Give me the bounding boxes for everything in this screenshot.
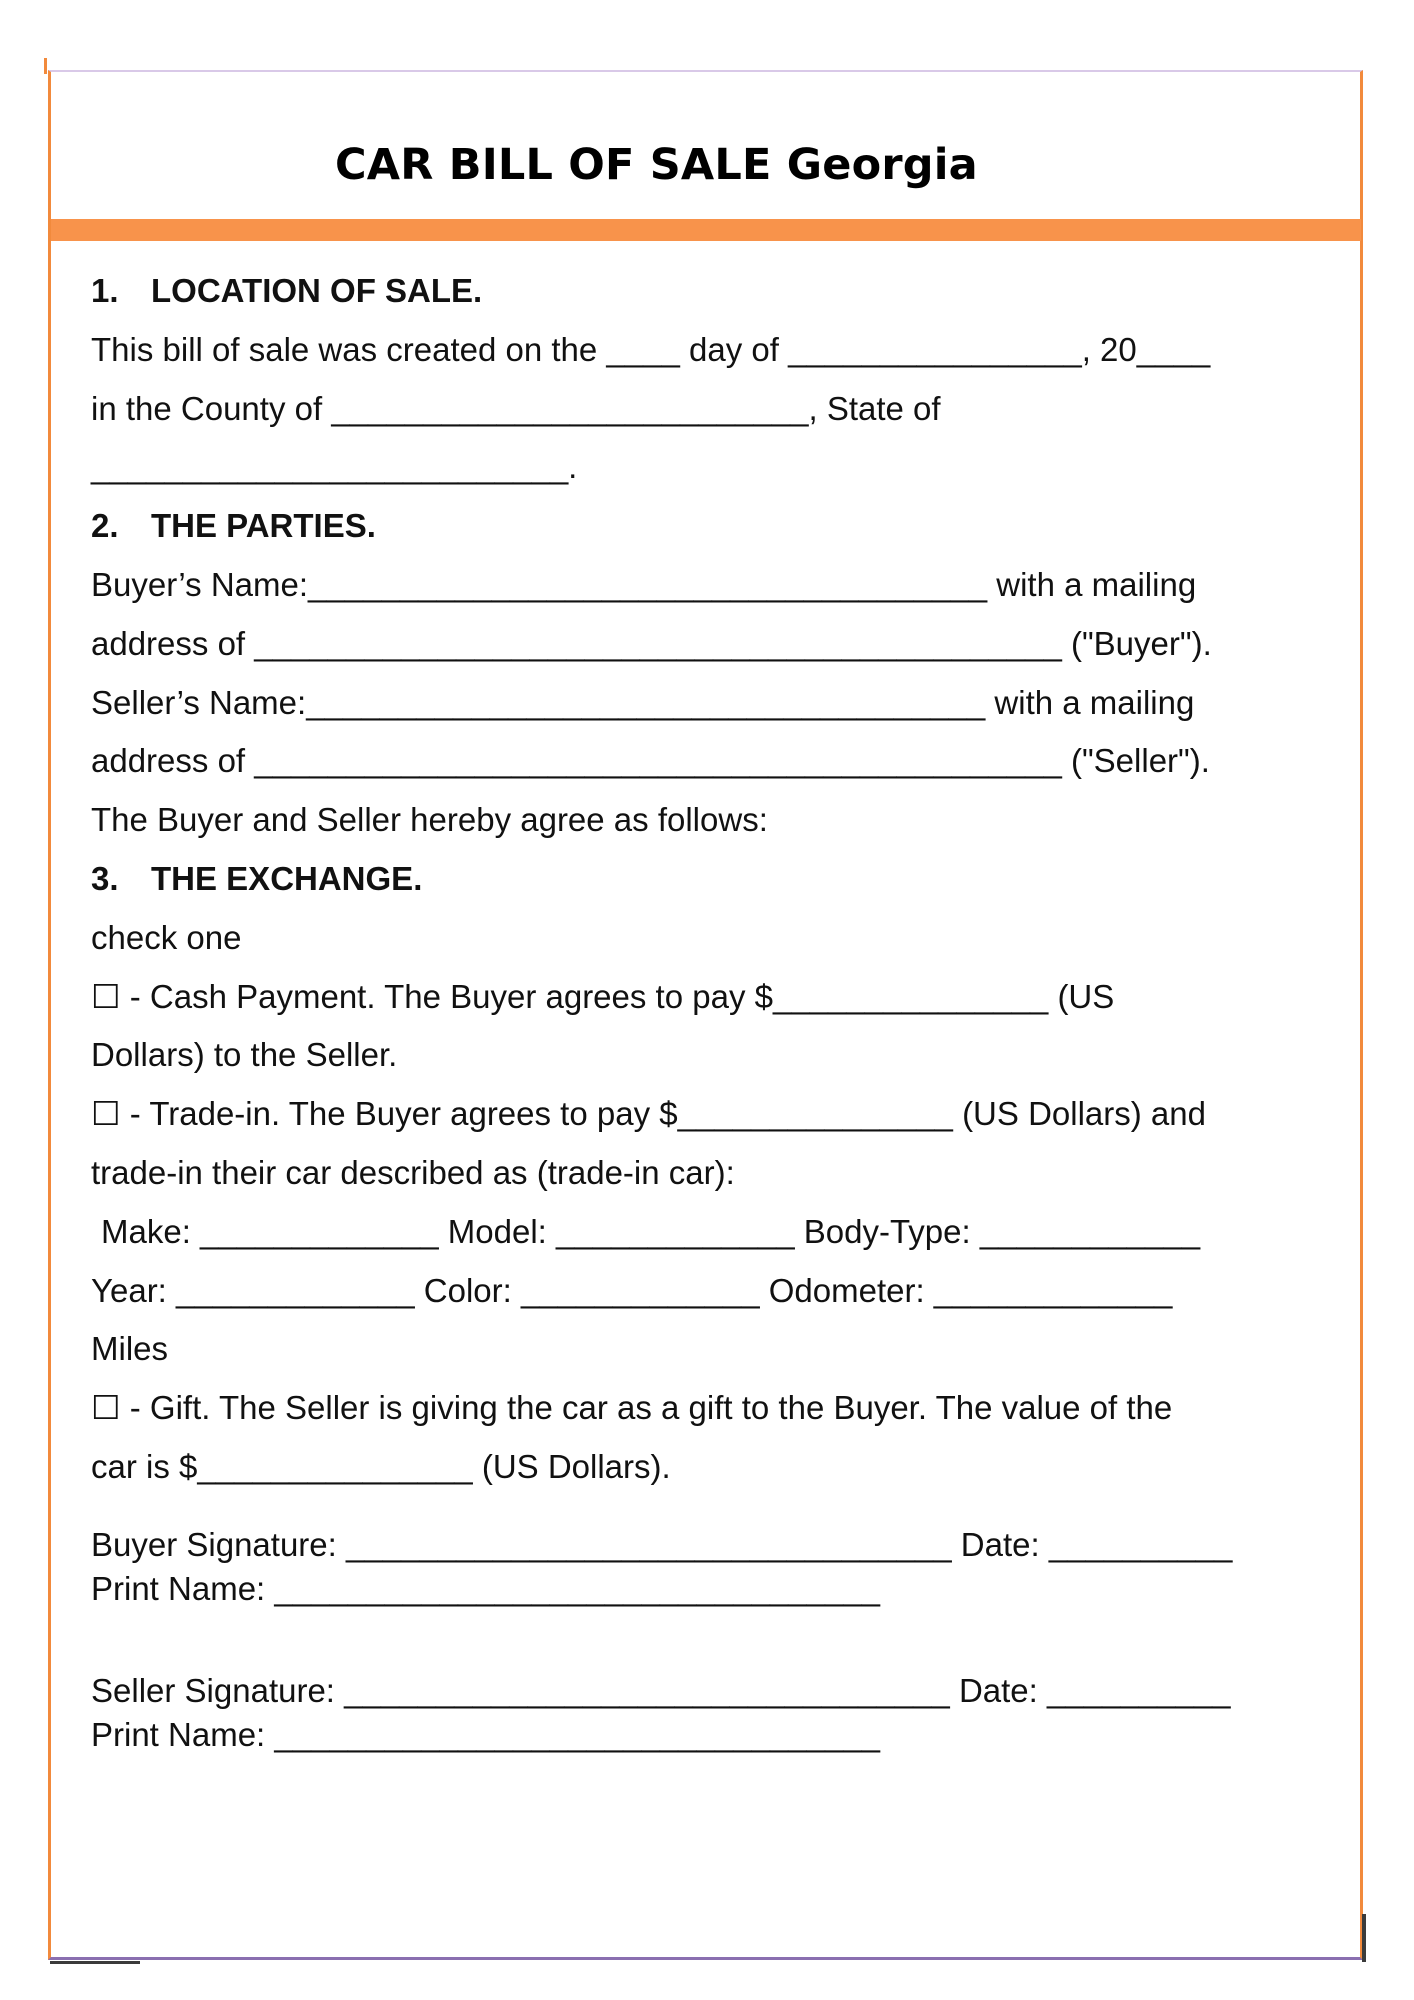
trade-in-year-color-line[interactable]: Year: _____________ Color: _____________ Odometer: _____________ — [91, 1271, 1173, 1309]
sale-date-line[interactable]: This bill of sale was created on the ____ day of ________________, 20____ — [91, 330, 1211, 368]
spacer — [91, 1497, 1341, 1523]
frame-corner-decoration — [44, 58, 47, 74]
seller-address-line[interactable]: address of ____________________________________________ ("Seller"). — [91, 742, 1210, 780]
page-title: CAR BILL OF SALE Georgia — [335, 140, 978, 190]
section-heading-location — [91, 262, 1341, 321]
section-number: 3. — [91, 859, 119, 897]
trade-in-description: trade-in their car described as (trade-in car): — [91, 1153, 735, 1191]
document-body — [91, 262, 1341, 1757]
section-heading-parties — [91, 497, 1341, 556]
buyer-print-name-line[interactable]: Print Name: _________________________________ — [91, 1569, 881, 1607]
buyer-signature-line[interactable]: Buyer Signature: _________________________________ Date: __________ — [91, 1525, 1233, 1563]
frame-corner-decoration — [1362, 1914, 1366, 1962]
seller-name-line[interactable]: Seller’s Name:_____________________________________ with a mailing — [91, 683, 1195, 721]
cash-payment-continued: Dollars) to the Seller. — [91, 1036, 398, 1074]
spacer — [91, 1611, 1341, 1639]
gift-value-line[interactable]: car is $_______________ (US Dollars). — [91, 1447, 671, 1485]
section-number: 2. — [91, 507, 119, 545]
check-one-instruction: check one — [91, 918, 242, 956]
seller-signature-line[interactable]: Seller Signature: _________________________________ Date: __________ — [91, 1671, 1231, 1709]
section-number: 1. — [91, 272, 119, 309]
trade-in-option[interactable]: ☐ - Trade-in. The Buyer agrees to pay $_______________ (US Dollars) and — [91, 1095, 1206, 1133]
section-title: LOCATION OF SALE. — [151, 272, 483, 309]
cash-payment-option[interactable]: ☐ - Cash Payment. The Buyer agrees to pay $_______________ (US — [91, 977, 1115, 1015]
trade-in-miles-label: Miles — [91, 1330, 169, 1368]
section-title: THE EXCHANGE. — [151, 859, 423, 897]
section-heading-exchange — [91, 850, 1341, 909]
seller-print-name-line[interactable]: Print Name: _________________________________ — [91, 1715, 881, 1753]
frame-corner-decoration — [50, 1961, 140, 1964]
section-title: THE PARTIES. — [151, 507, 376, 545]
buyer-address-line[interactable]: address of ____________________________________________ ("Buyer"). — [91, 624, 1212, 662]
buyer-name-line[interactable]: Buyer’s Name:_____________________________________ with a mailing — [91, 565, 1197, 603]
agreement-statement: The Buyer and Seller hereby agree as follows: — [91, 801, 768, 839]
sale-county-line[interactable]: in the County of __________________________, State of — [91, 389, 941, 427]
sale-state-line[interactable]: __________________________. — [91, 448, 578, 486]
trade-in-make-model-line[interactable]: Make: _____________ Model: _____________ Body-Type: ____________ — [101, 1212, 1201, 1250]
title-divider-bar — [51, 219, 1361, 241]
gift-option[interactable]: ☐ - Gift. The Seller is giving the car as a gift to the Buyer. The value of the — [91, 1389, 1173, 1427]
